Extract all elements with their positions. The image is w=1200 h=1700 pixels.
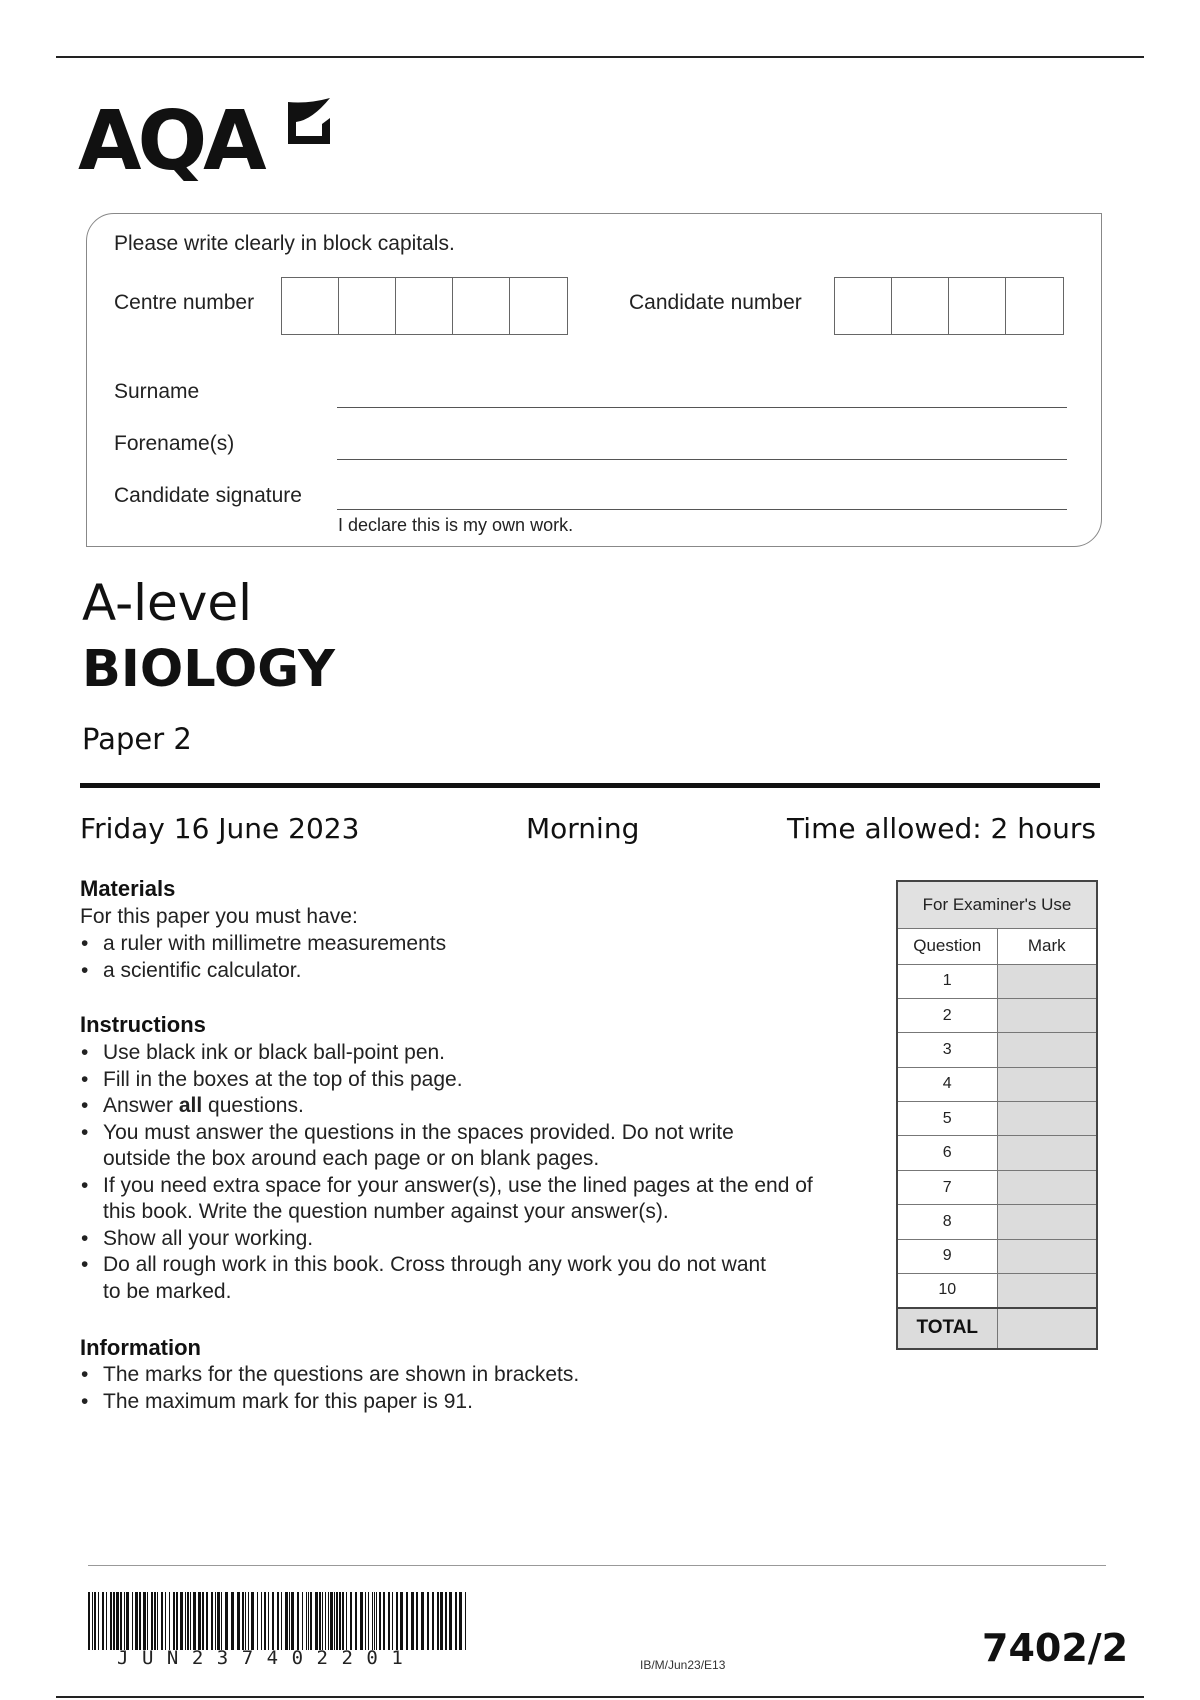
mark-cell	[997, 1033, 1097, 1067]
information-item	[80, 1362, 880, 1389]
instructions-item-line: • You must answer the questions in the spaces provided. Do not write	[103, 1120, 734, 1144]
barcode-digits: JUN237402201	[117, 1647, 417, 1669]
bottom-rule	[56, 1696, 1144, 1698]
information-item-line: • The marks for the questions are shown in brackets.	[103, 1363, 580, 1386]
exam-date: Friday 16 June 2023	[80, 812, 360, 845]
question-number: 5	[897, 1102, 997, 1136]
table-row	[897, 1205, 1097, 1239]
mark-cell	[997, 1170, 1097, 1204]
materials-heading: Materials	[80, 876, 176, 901]
instructions-item-line: • Show all your working.	[103, 1226, 314, 1250]
time-allowed: Time allowed: 2 hours	[787, 812, 1096, 845]
information-item-line: • The maximum mark for this paper is 91.	[103, 1389, 473, 1413]
centre-number-label: Centre number	[114, 291, 255, 314]
instructions-item-line: outside the box around each page or on blank pages.	[103, 1147, 600, 1170]
paper-reference: IB/M/Jun23/E13	[640, 1658, 726, 1672]
surname-label: Surname	[114, 380, 200, 403]
mark-cell	[997, 964, 1097, 998]
paper-title: Paper 2	[82, 722, 192, 756]
qualification-title: A-level	[82, 574, 253, 632]
total-mark-cell	[997, 1308, 1097, 1349]
instructions-item-line: • Fill in the boxes at the top of this page.	[103, 1067, 463, 1091]
exam-time-of-day: Morning	[526, 812, 640, 845]
total-label: TOTAL	[897, 1308, 997, 1349]
instructions-item	[80, 1173, 880, 1226]
mark-cell	[997, 1102, 1097, 1136]
information-list	[80, 1362, 880, 1415]
mark-cell	[997, 998, 1097, 1032]
examiner-use-table	[896, 880, 1098, 1350]
centre-number-digit[interactable]	[510, 278, 567, 334]
mark-cell	[997, 1274, 1097, 1308]
subject-title: BIOLOGY	[82, 640, 335, 699]
table-row	[897, 964, 1097, 998]
candidate-number-digit[interactable]	[835, 278, 892, 334]
materials-item	[80, 958, 880, 985]
examiner-table-heading: For Examiner's Use	[897, 881, 1097, 928]
mark-cell	[997, 1239, 1097, 1273]
mark-column-header: Mark	[997, 928, 1097, 964]
materials-item-line: • a scientific calculator.	[103, 958, 302, 982]
instructions-item-line: this book. Write the question number against your answer(s).	[103, 1200, 669, 1223]
instructions-item-line: • Use black ink or black ball-point pen.	[103, 1041, 446, 1064]
instructions-list	[80, 1040, 880, 1305]
table-row	[897, 1274, 1097, 1308]
instructions-item	[80, 1120, 880, 1173]
centre-number-digit[interactable]	[396, 278, 453, 334]
question-number: 6	[897, 1136, 997, 1170]
examiner-table-rows	[897, 964, 1097, 1308]
mark-cell	[997, 1136, 1097, 1170]
footer-rule	[88, 1565, 1106, 1566]
instructions-item	[80, 1040, 880, 1067]
instructions-item	[80, 1067, 880, 1094]
question-number: 10	[897, 1274, 997, 1308]
question-number: 2	[897, 998, 997, 1032]
instructions-heading: Instructions	[80, 1012, 206, 1037]
table-row	[897, 998, 1097, 1032]
candidate-number-boxes[interactable]	[834, 277, 1064, 335]
materials-list	[80, 931, 880, 984]
centre-number-digit[interactable]	[282, 278, 339, 334]
question-number: 7	[897, 1170, 997, 1204]
barcode-icon	[88, 1592, 470, 1650]
surname-field[interactable]	[337, 407, 1067, 408]
declaration-text: I declare this is my own work.	[338, 515, 574, 535]
forename-label: Forename(s)	[114, 432, 235, 455]
candidate-number-digit[interactable]	[949, 278, 1006, 334]
instructions-item-line: • If you need extra space for your answer(s), use the lined pages at the end of	[103, 1173, 813, 1197]
mark-cell	[997, 1205, 1097, 1239]
centre-number-digit[interactable]	[339, 278, 396, 334]
question-column-header: Question	[897, 928, 997, 964]
information-item	[80, 1389, 880, 1416]
instructions-item-line: to be marked.	[103, 1279, 232, 1303]
instructions-item	[80, 1226, 880, 1253]
table-row	[897, 1239, 1097, 1273]
paper-code: 7402/2	[982, 1626, 1129, 1670]
aqa-logo	[78, 92, 378, 192]
forename-field[interactable]	[337, 459, 1067, 460]
question-number: 8	[897, 1205, 997, 1239]
table-row	[897, 1170, 1097, 1204]
mark-cell	[997, 1067, 1097, 1101]
question-number: 3	[897, 1033, 997, 1067]
logo-text: AQA	[78, 94, 263, 189]
top-rule	[56, 56, 1144, 58]
question-number: 4	[897, 1067, 997, 1101]
table-row	[897, 1136, 1097, 1170]
question-number: 9	[897, 1239, 997, 1273]
question-number: 1	[897, 964, 997, 998]
table-row	[897, 1102, 1097, 1136]
title-divider	[80, 783, 1100, 788]
materials-item	[80, 931, 880, 958]
information-heading: Information	[80, 1335, 201, 1360]
table-row	[897, 1033, 1097, 1067]
instructions-item	[80, 1093, 880, 1120]
candidate-number-digit[interactable]	[892, 278, 949, 334]
centre-number-boxes[interactable]	[281, 277, 568, 335]
logo-mark-icon	[282, 94, 338, 150]
block-capitals-instruction: Please write clearly in block capitals.	[114, 232, 455, 255]
candidate-details-box	[86, 213, 1102, 547]
materials-item-line: • a ruler with millimetre measurements	[103, 932, 447, 955]
candidate-number-label: Candidate number	[629, 291, 802, 314]
instructions-item-line: • Answer all questions.	[103, 1094, 304, 1117]
centre-number-digit[interactable]	[453, 278, 510, 334]
candidate-number-digit[interactable]	[1006, 278, 1063, 334]
materials-intro: For this paper you must have:	[80, 905, 358, 928]
instructions-item-line: • Do all rough work in this book. Cross through any work you do not want	[103, 1253, 767, 1276]
table-row	[897, 1067, 1097, 1101]
signature-label: Candidate signature	[114, 484, 302, 507]
instructions-item	[80, 1252, 880, 1305]
signature-field[interactable]	[337, 509, 1067, 510]
